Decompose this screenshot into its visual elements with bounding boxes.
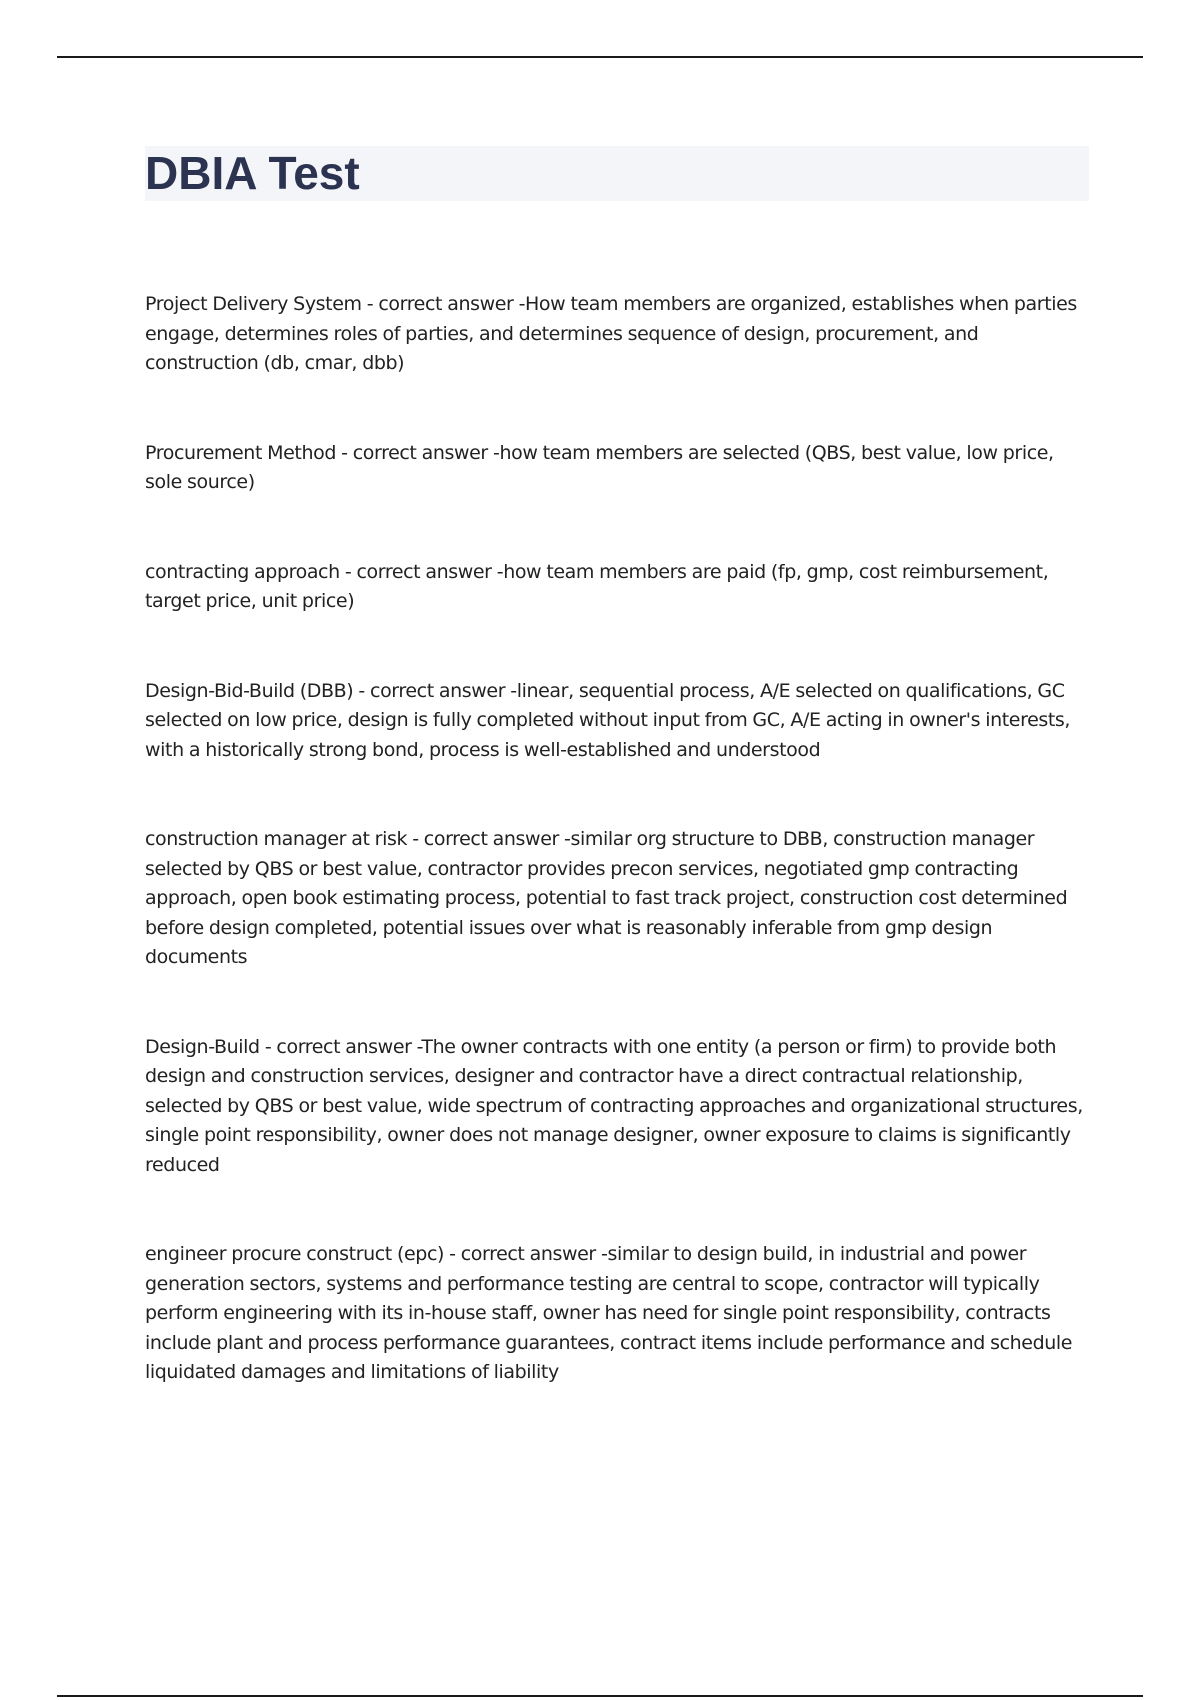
qa-term: construction manager at risk (145, 828, 408, 850)
page-title: DBIA Test (145, 147, 360, 199)
qa-entry (145, 290, 1095, 379)
qa-term: Design-Build (145, 1035, 260, 1058)
qa-entry (145, 1240, 1095, 1388)
qa-entry (145, 825, 1095, 973)
qa-definition: similar to design build, in industrial and power generation sectors, systems and performance testing are central to scope, contractor will typically perform engineering with its in-house staff, owner has need for single point responsibility, contracts include plant and process performance guarantees, contract items include performance and schedule liquidated damages and limitations of liability (145, 1243, 1073, 1383)
qa-separator: - correct answer - (361, 293, 526, 315)
header-rule (57, 56, 1143, 58)
qa-entry (145, 1033, 1095, 1181)
qa-definition: linear, sequential process, A/E selected on qualifications, GC selected on low price, design is fully completed without input from GC, A/E acting in owner's interests, with a historically strong bond, process is well-established and understood (145, 679, 1071, 761)
qa-definition: How team members are organized, establishes when parties engage, determines roles of parties, and determines sequence of design, procurement, and construction (db, cmar, dbb) (145, 293, 1077, 374)
qa-term: engineer procure construct (epc) (145, 1243, 445, 1265)
qa-term: contracting approach (145, 560, 340, 583)
qa-definition: how team members are paid (fp, gmp, cost reimbursement, target price, unit price) (145, 560, 1049, 612)
qa-definition: how team members are selected (QBS, best value, low price, sole source) (145, 441, 1054, 493)
qa-entry (145, 439, 1095, 498)
qa-separator: - correct answer - (353, 679, 517, 702)
qa-definition: The owner contracts with one entity (a person or firm) to provide both design and construction services, designer and contractor have a direct contractual relationship, selected by QBS or best value, wide spectrum of contracting approaches and organizational structures, single point responsibility, owner does not manage designer, owner exposure to claims is significantly reduced (145, 1035, 1083, 1176)
footer-rule (57, 1695, 1143, 1697)
qa-separator: - correct answer - (259, 1035, 422, 1058)
qa-separator: - correct answer - (336, 441, 500, 464)
qa-definition: similar org structure to DBB, construction manager selected by QBS or best value, contractor provides precon services, negotiated gmp contracting approach, open book estimating process, potential to fast track project, construction cost determined before design completed, potential issues over what is reasonably inferable from gmp design documents (145, 828, 1068, 968)
qa-entry (145, 558, 1095, 617)
qa-term: Project Delivery System (145, 293, 362, 315)
qa-term: Procurement Method (145, 441, 337, 464)
qa-separator: - correct answer - (339, 560, 504, 583)
qa-entry (145, 677, 1095, 766)
qa-list (145, 290, 1095, 1448)
qa-separator: - correct answer - (444, 1243, 608, 1265)
qa-term: Design-Bid-Build (DBB) (145, 679, 354, 702)
qa-separator: - correct answer - (407, 828, 571, 850)
